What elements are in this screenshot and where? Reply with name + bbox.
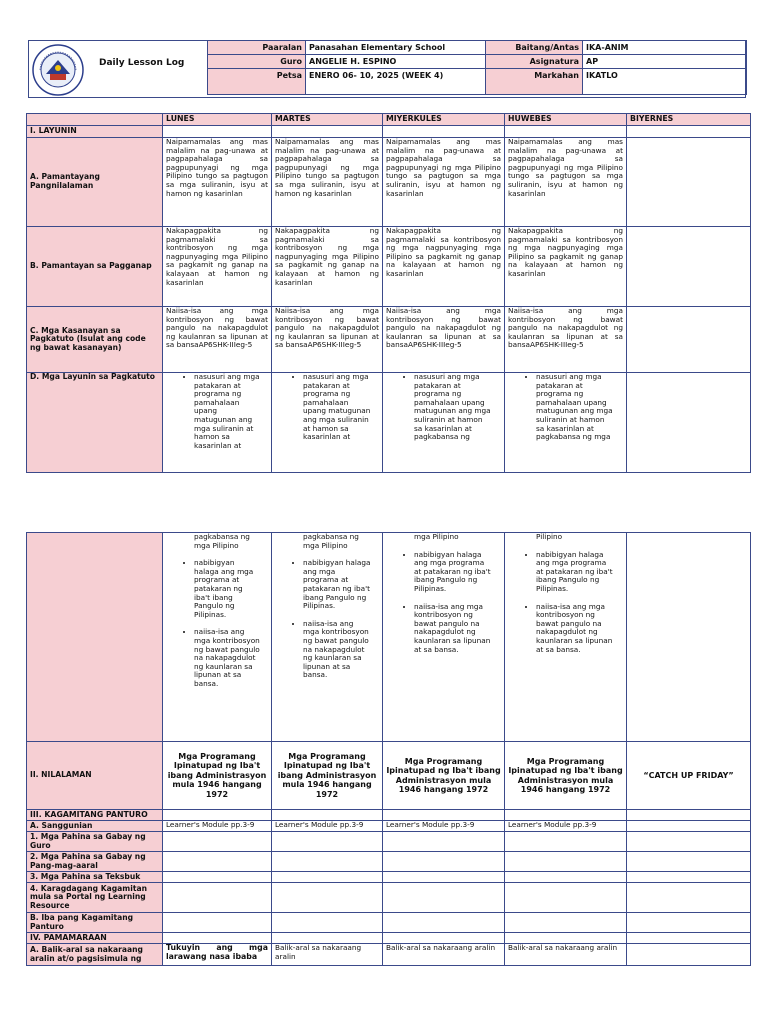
content-cell: Naiisa-isa ang mga kontribosyon ng bawat pangulo na nakapagdulot ng kaulanran sa lipunan at sa bansaAP6SHK-IIIeg-5 bbox=[505, 307, 627, 373]
section-label: I. LAYUNIN bbox=[27, 126, 163, 138]
list-item: • naiisa-isa ang mga kontribosyon ng bawat pangulo na nakapagdulot ng kaunlaran sa lipunan at sa bansa. bbox=[536, 603, 623, 655]
info-row bbox=[208, 41, 747, 55]
info-label: Asignatura bbox=[486, 55, 583, 69]
section-label: IV. PAMAMARAAN bbox=[27, 933, 163, 944]
empty-cell bbox=[272, 872, 383, 883]
list-item: • nabibigyan halaga ang mga programa at patakaran ng iba't ibang Pangulo ng Pilipinas. bbox=[194, 559, 268, 619]
info-value: IKATLO bbox=[583, 69, 747, 95]
day-header: BIYERNES bbox=[627, 114, 751, 126]
content-cell bbox=[505, 373, 627, 473]
content-cell: Naiisa-isa ang mga kontribosyon ng bawat pangulo na nakapagdulot ng kaulanran sa lipunan at sa bansaAP6SHK-IIIeg-5 bbox=[163, 307, 272, 373]
empty-cell bbox=[627, 883, 751, 913]
content-cell bbox=[163, 373, 272, 473]
content-cell bbox=[505, 533, 627, 742]
content-cell: Balik-aral sa nakaraang aralin bbox=[383, 944, 505, 966]
empty-cell bbox=[627, 533, 751, 742]
empty-cell bbox=[383, 810, 505, 821]
content-cell: Learner's Module pp.3-9 bbox=[505, 821, 627, 832]
list-item: • naiisa-isa ang mga kontribosyon ng bawat pangulo na nakapagdulot ng kaunlaran sa lipunan at sa bansa. bbox=[414, 603, 501, 655]
empty-cell bbox=[163, 810, 272, 821]
empty-cell bbox=[627, 227, 751, 307]
info-value: IKA-ANIM bbox=[583, 41, 747, 55]
table-row bbox=[27, 913, 751, 933]
content-cell: Naiisa-isa ang mga kontribosyon ng bawat pangulo na nakapagdulot ng kaulanran sa lipunan at sa bansaAP6SHK-IIIeg-5 bbox=[383, 307, 505, 373]
empty-cell bbox=[383, 852, 505, 872]
content-cell: Nakapagpakita ng pagmamalaki sa kontribosyon ng mga nagpunyaging mga Pilipino sa pagkamit ng ganap na kalayaan at hamon ng kasarinlan bbox=[505, 227, 627, 307]
empty-cell bbox=[272, 933, 383, 944]
list-item: • nasusuri ang mga patakaran at programa ng pamahalaan upang matugunan ang mga suliranin at hamon sa kasarinlan at pagkabansa ng bbox=[414, 373, 501, 442]
table-row bbox=[27, 742, 751, 810]
content-cell: Learner's Module pp.3-9 bbox=[383, 821, 505, 832]
empty-cell bbox=[163, 883, 272, 913]
row-label: B. Pamantayan sa Pagganap bbox=[27, 227, 163, 307]
empty-cell bbox=[163, 126, 272, 138]
document-title: Daily Lesson Log bbox=[99, 58, 185, 68]
table-row bbox=[27, 821, 751, 832]
info-label: Guro bbox=[208, 55, 306, 69]
list-item: • nabibigyan halaga ang mga programa at patakaran ng iba't ibang Pangulo ng Pilipinas. bbox=[303, 559, 379, 611]
corner-cell bbox=[27, 114, 163, 126]
day-header-row bbox=[27, 114, 751, 126]
content-cell: “CATCH UP FRIDAY” bbox=[627, 742, 751, 810]
content-cell: Learner's Module pp.3-9 bbox=[272, 821, 383, 832]
empty-cell bbox=[163, 872, 272, 883]
list-item: mga Pilipino bbox=[414, 532, 459, 541]
row-label: D. Mga Layunin sa Pagkatuto bbox=[27, 373, 163, 473]
empty-cell bbox=[505, 933, 627, 944]
info-value: AP bbox=[583, 55, 747, 69]
lesson-log-table-page1 bbox=[26, 113, 751, 473]
content-cell: Naiisa-isa ang mga kontribosyon ng bawat pangulo na nakapagdulot ng kaulanran sa lipunan at sa bansaAP6SHK-IIIeg-5 bbox=[272, 307, 383, 373]
empty-cell bbox=[163, 832, 272, 852]
empty-cell bbox=[627, 944, 751, 966]
empty-cell bbox=[383, 913, 505, 933]
empty-cell bbox=[272, 883, 383, 913]
table-row bbox=[27, 373, 751, 473]
table-row bbox=[27, 307, 751, 373]
empty-cell bbox=[272, 852, 383, 872]
content-cell: Naipamamalas ang mas malalim na pag-unawa at pagpapahalaga sa pagpupunyagi ng mga Pilipino tungo sa pagtugon sa mga suliranin, isyu at hamon ng kasarinlan bbox=[505, 138, 627, 227]
info-row bbox=[208, 55, 747, 69]
info-label: Markahan bbox=[486, 69, 583, 95]
empty-cell bbox=[383, 832, 505, 852]
row-label-continued bbox=[27, 533, 163, 742]
table-row bbox=[27, 944, 751, 966]
info-value: ANGELIE H. ESPINO bbox=[306, 55, 486, 69]
table-row bbox=[27, 852, 751, 872]
day-header: MIYERKULES bbox=[383, 114, 505, 126]
empty-cell bbox=[383, 933, 505, 944]
day-header: MARTES bbox=[272, 114, 383, 126]
list-item: • nabibigyan halaga ang mga programa at patakaran ng iba't ibang Pangulo ng Pilipinas. bbox=[414, 551, 501, 594]
table-row bbox=[27, 883, 751, 913]
list-item: • nabibigyan halaga ang mga programa at patakaran ng iba't ibang Pangulo ng Pilipinas. bbox=[536, 551, 623, 594]
row-label: A. Pamantayang Pangnilalaman bbox=[27, 138, 163, 227]
content-cell: Naipamamalas ang mas malalim na pag-unawa at pagpapahalaga sa pagpupunyagi ng mga Pilipino tungo sa pagtugon sa mga suliranin, isyu at hamon ng kasarinlan bbox=[383, 138, 505, 227]
content-cell bbox=[383, 533, 505, 742]
empty-cell bbox=[627, 852, 751, 872]
info-value: ENERO 06- 10, 2025 (WEEK 4) bbox=[306, 69, 486, 95]
table-row bbox=[27, 533, 751, 742]
empty-cell bbox=[627, 913, 751, 933]
empty-cell bbox=[627, 810, 751, 821]
empty-cell bbox=[627, 832, 751, 852]
content-cell: Mga Programang Ipinatupad ng Iba't ibang Administrasyon mula 1946 hangang 1972 bbox=[163, 742, 272, 810]
lesson-log-table-page2 bbox=[26, 532, 751, 966]
empty-cell bbox=[163, 933, 272, 944]
info-label: Baitang/Antas bbox=[486, 41, 583, 55]
table-row bbox=[27, 832, 751, 852]
empty-cell bbox=[627, 872, 751, 883]
empty-cell bbox=[627, 933, 751, 944]
empty-cell bbox=[272, 810, 383, 821]
empty-cell bbox=[505, 913, 627, 933]
list-item: • naiisa-isa ang mga kontribosyon ng bawat pangulo na nakapagdulot ng kaunlaran sa lipunan at sa bansa. bbox=[194, 628, 268, 688]
empty-cell bbox=[272, 832, 383, 852]
content-cell: Nakapagpakita ng pagmamalaki sa kontribosyon ng mga nagpunyaging mga Pilipino sa pagkamit ng ganap na kalayaan at hamon ng kasarinlan bbox=[163, 227, 272, 307]
section-label: II. NILALAMAN bbox=[27, 742, 163, 810]
empty-cell bbox=[627, 821, 751, 832]
row-label: A. Balik-aral sa nakaraang aralin at/o pagsisimula ng bbox=[27, 944, 163, 966]
list-item: • naiisa-isa ang mga kontribosyon ng bawat pangulo na nakapagdulot ng kaunlaran sa lipunan at sa bansa. bbox=[303, 620, 379, 680]
empty-cell bbox=[163, 913, 272, 933]
empty-cell bbox=[163, 852, 272, 872]
row-label: 3. Mga Pahina sa Teksbuk bbox=[27, 872, 163, 883]
empty-cell bbox=[272, 913, 383, 933]
empty-cell bbox=[505, 126, 627, 138]
list-item: • nasusuri ang mga patakaran at programa ng pamahalaan upang matugunan ang mga suliranin at hamon sa kasarinlan at bbox=[303, 373, 379, 442]
row-label: A. Sanggunian bbox=[27, 821, 163, 832]
content-cell bbox=[272, 533, 383, 742]
row-label: 4. Karagdagang Kagamitan mula sa Portal ng Learning Resource bbox=[27, 883, 163, 913]
row-label: 2. Mga Pahina sa Gabay ng Pang-mag-aaral bbox=[27, 852, 163, 872]
list-item: • nasusuri ang mga patakaran at programa ng pamahalaan upang matugunan ang mga suliranin at hamon sa kasarinlan at pagkabansa ng mga bbox=[536, 373, 623, 442]
row-label: 1. Mga Pahina sa Gabay ng Guro bbox=[27, 832, 163, 852]
list-item: Pilipino bbox=[536, 532, 563, 541]
deped-seal-logo bbox=[32, 44, 84, 96]
content-cell: Mga Programang Ipinatupad ng Iba't ibang Administrasyon mula 1946 hangang 1972 bbox=[383, 742, 505, 810]
list-item: pagkabansa ng mga Pilipino bbox=[194, 532, 250, 550]
content-cell bbox=[163, 533, 272, 742]
content-cell bbox=[383, 373, 505, 473]
content-cell bbox=[272, 373, 383, 473]
info-value: Panasahan Elementary School bbox=[306, 41, 486, 55]
empty-cell bbox=[383, 883, 505, 913]
table-row bbox=[27, 138, 751, 227]
school-info-table bbox=[207, 40, 747, 95]
info-label: Paaralan bbox=[208, 41, 306, 55]
empty-cell bbox=[627, 126, 751, 138]
empty-cell bbox=[272, 126, 383, 138]
empty-cell bbox=[383, 872, 505, 883]
empty-cell bbox=[627, 307, 751, 373]
empty-cell bbox=[505, 832, 627, 852]
table-row bbox=[27, 227, 751, 307]
day-header: HUWEBES bbox=[505, 114, 627, 126]
content-cell: Mga Programang Ipinatupad ng Iba't ibang Administrasyon mula 1946 hangang 1972 bbox=[272, 742, 383, 810]
day-header: LUNES bbox=[163, 114, 272, 126]
empty-cell bbox=[627, 373, 751, 473]
empty-cell bbox=[505, 810, 627, 821]
table-row bbox=[27, 872, 751, 883]
content-cell: Learner's Module pp.3-9 bbox=[163, 821, 272, 832]
row-label: B. Iba pang Kagamitang Panturo bbox=[27, 913, 163, 933]
content-cell: Tukuyin ang mga larawang nasa ibaba bbox=[163, 944, 272, 966]
info-label: Petsa bbox=[208, 69, 306, 95]
list-item: • nasusuri ang mga patakaran at programa ng pamahalaan upang matugunan ang mga suliranin at hamon sa kasarinlan at bbox=[194, 373, 268, 450]
content-cell: Naipamamalas ang mas malalim na pag-unawa at pagpapahalaga sa pagpupunyagi ng mga Pilipino tungo sa pagtugon sa mga suliranin, isyu at hamon ng kasarinlan bbox=[272, 138, 383, 227]
content-cell: Nakapagpakita ng pagmamalaki sa kontribosyon ng mga nagpunyaging mga Pilipino sa pagkamit ng ganap na kalayaan at hamon ng kasarinlan bbox=[272, 227, 383, 307]
content-cell: Balik-aral sa nakaraang aralin bbox=[505, 944, 627, 966]
row-label: C. Mga Kasanayan sa Pagkatuto (Isulat ang code ng bawat kasanayan) bbox=[27, 307, 163, 373]
section-row bbox=[27, 810, 751, 821]
list-item: pagkabansa ng mga Pilipino bbox=[303, 532, 359, 550]
section-row bbox=[27, 933, 751, 944]
content-cell: Mga Programang Ipinatupad ng Iba't ibang Administrasyon mula 1946 hangang 1972 bbox=[505, 742, 627, 810]
empty-cell bbox=[505, 852, 627, 872]
info-row bbox=[208, 69, 747, 95]
content-cell: Nakapagpakita ng pagmamalaki sa kontribosyon ng mga nagpunyaging mga Pilipino sa pagkamit ng ganap na kalayaan at hamon ng kasarinlan bbox=[383, 227, 505, 307]
empty-cell bbox=[627, 138, 751, 227]
empty-cell bbox=[505, 883, 627, 913]
section-label: III. KAGAMITANG PANTURO bbox=[27, 810, 163, 821]
section-row bbox=[27, 126, 751, 138]
content-cell: Balik-aral sa nakaraang aralin bbox=[272, 944, 383, 966]
empty-cell bbox=[383, 126, 505, 138]
empty-cell bbox=[505, 872, 627, 883]
content-cell: Naipamamalas ang mas malalim na pag-unawa at pagpapahalaga sa pagpupunyagi ng mga Pilipino tungo sa pagtugon sa mga suliranin, isyu at hamon ng kasarinlan bbox=[163, 138, 272, 227]
